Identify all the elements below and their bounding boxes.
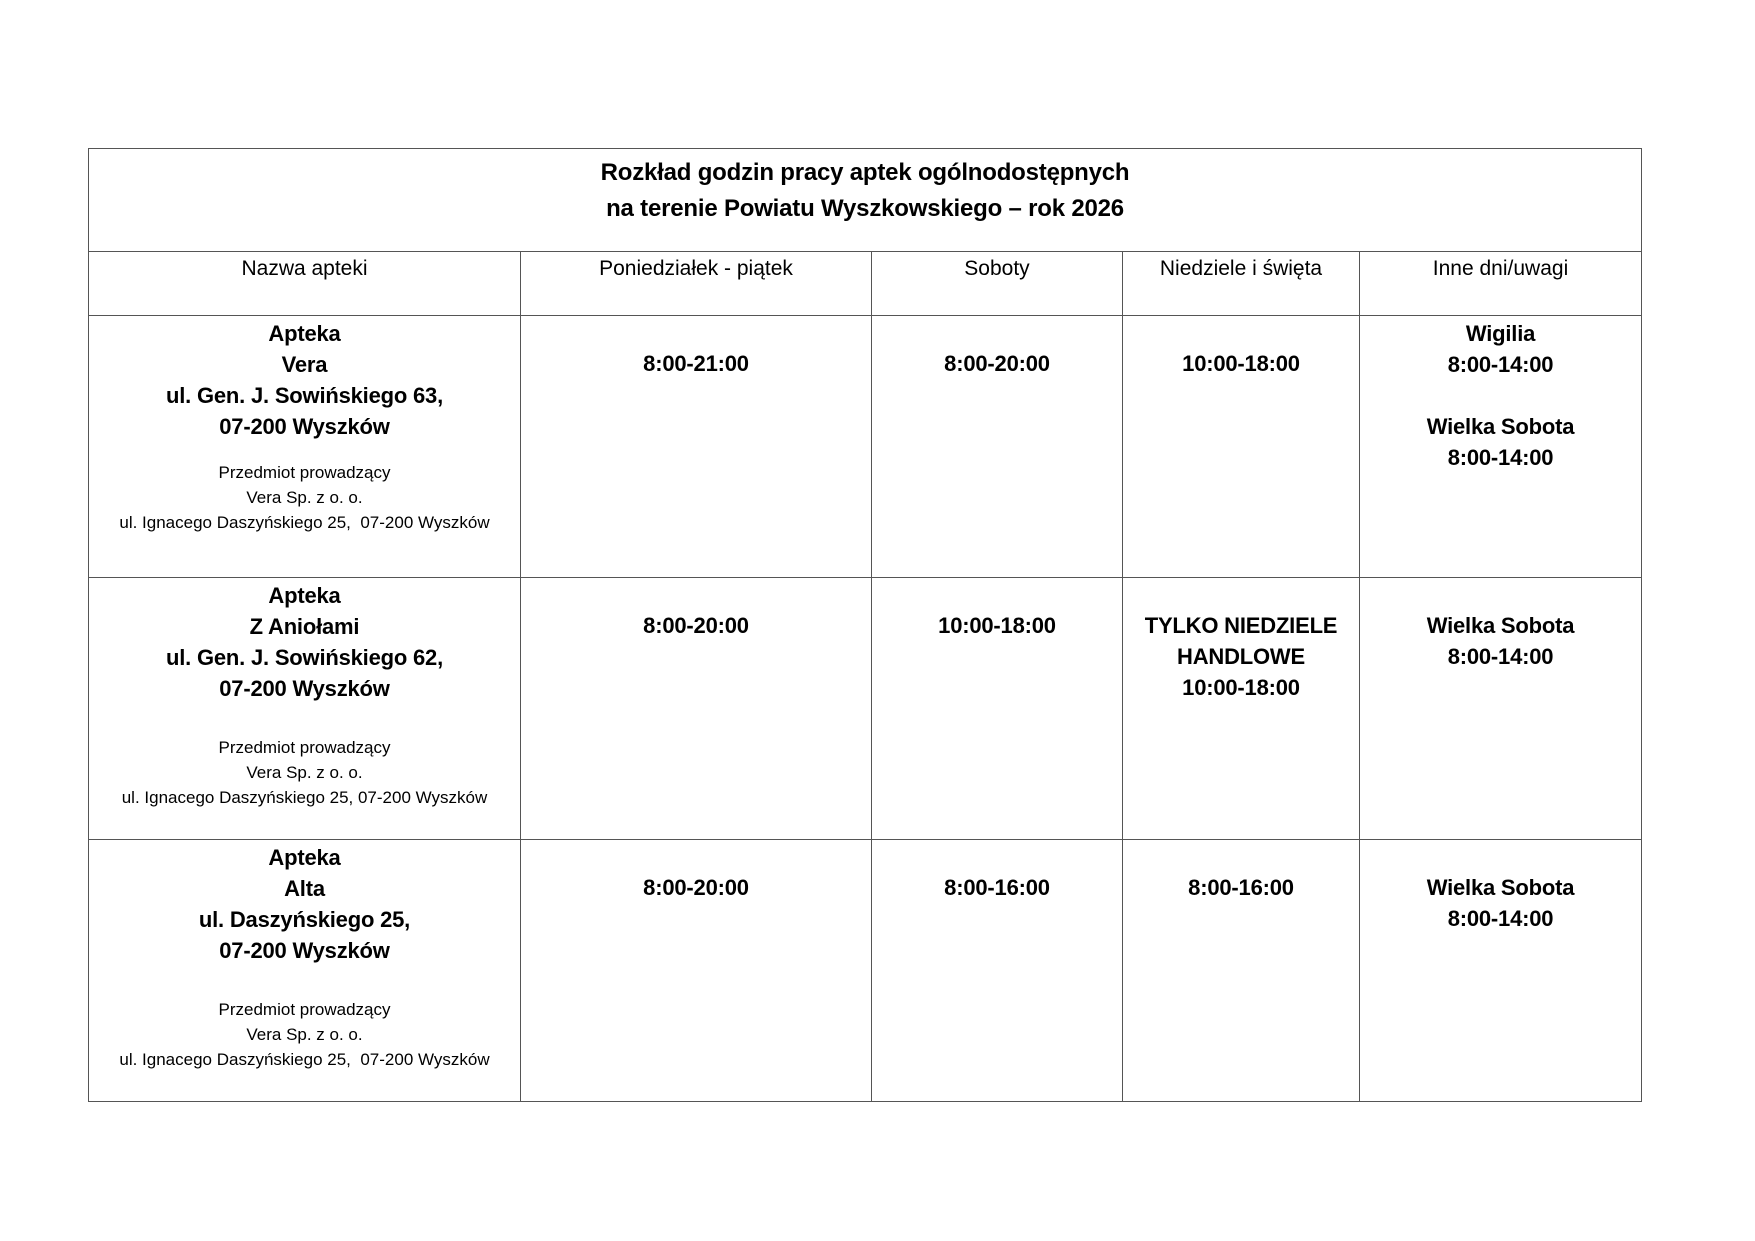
other-day-hours: 8:00-14:00 xyxy=(1447,906,1554,931)
other-notes-cell xyxy=(1360,840,1642,1102)
other-day-hours: 8:00-14:00 xyxy=(1447,644,1554,669)
title-row xyxy=(89,149,1642,252)
operator-name: Vera Sp. z o. o. xyxy=(246,763,363,782)
pharmacy-city: 07-200 Wyszków xyxy=(219,414,390,439)
saturdays-hours: 8:00-20:00 xyxy=(944,351,1050,376)
weekdays-hours: 8:00-20:00 xyxy=(643,613,749,638)
document-title-line-2: na terenie Powiatu Wyszkowskiego – rok 2026 xyxy=(606,195,1124,222)
operator-label: Przedmiot prowadzący xyxy=(218,463,391,482)
pharmacy-name: Alta xyxy=(284,876,325,901)
pharmacy-name-cell xyxy=(89,578,521,840)
saturdays-hours: 8:00-16:00 xyxy=(944,875,1050,900)
pharmacy-city: 07-200 Wyszków xyxy=(219,676,390,701)
pharmacy-street: ul. Gen. J. Sowińskiego 63, xyxy=(165,383,443,408)
other-day-label: Wielka Sobota xyxy=(1426,613,1575,638)
sundays-hours: 10:00-18:00 xyxy=(1182,675,1300,700)
pharmacy-name: Vera xyxy=(281,352,328,377)
saturdays-hours: 10:00-18:00 xyxy=(938,613,1056,638)
other-notes-cell xyxy=(1360,316,1642,578)
table-row xyxy=(89,578,1642,840)
column-header-name: Nazwa apteki xyxy=(89,252,521,316)
operator-name: Vera Sp. z o. o. xyxy=(246,488,363,507)
table-row xyxy=(89,840,1642,1102)
operator-address: ul. Ignacego Daszyńskiego 25, 07-200 Wyszków xyxy=(121,788,488,807)
sundays-hours-cell xyxy=(1123,578,1360,840)
other-day-label: Wielka Sobota xyxy=(1426,414,1575,439)
pharmacy-label: Apteka xyxy=(268,583,341,608)
pharmacy-label: Apteka xyxy=(268,845,341,870)
pharmacy-label: Apteka xyxy=(268,321,341,346)
pharmacy-street: ul. Daszyńskiego 25, xyxy=(198,907,411,932)
sundays-hours: 10:00-18:00 xyxy=(1182,351,1300,376)
pharmacy-name-cell xyxy=(89,840,521,1102)
saturdays-hours-cell xyxy=(872,316,1123,578)
operator-name: Vera Sp. z o. o. xyxy=(246,1025,363,1044)
other-day-label: Wigilia xyxy=(1465,321,1536,346)
weekdays-hours-cell xyxy=(521,840,872,1102)
operator-label: Przedmiot prowadzący xyxy=(218,738,391,757)
pharmacy-name-cell xyxy=(89,316,521,578)
weekdays-hours-cell xyxy=(521,578,872,840)
table-row xyxy=(89,316,1642,578)
column-header-sundays: Niedziele i święta xyxy=(1123,252,1360,316)
saturdays-hours-cell xyxy=(872,840,1123,1102)
sundays-hours-cell xyxy=(1123,316,1360,578)
pharmacy-schedule-table xyxy=(88,148,1642,1102)
pharmacy-street: ul. Gen. J. Sowińskiego 62, xyxy=(165,645,443,670)
operator-label: Przedmiot prowadzący xyxy=(218,1000,391,1019)
saturdays-hours-cell xyxy=(872,578,1123,840)
weekdays-hours: 8:00-20:00 xyxy=(643,875,749,900)
operator-address: ul. Ignacego Daszyńskiego 25, 07-200 Wyszków xyxy=(119,513,490,532)
title-cell xyxy=(89,149,1642,252)
operator-address: ul. Ignacego Daszyńskiego 25, 07-200 Wyszków xyxy=(119,1050,490,1069)
sundays-hours: 8:00-16:00 xyxy=(1188,875,1294,900)
column-header-other: Inne dni/uwagi xyxy=(1360,252,1642,316)
other-day-hours: 8:00-14:00 xyxy=(1447,352,1554,377)
weekdays-hours: 8:00-21:00 xyxy=(643,351,749,376)
other-day-hours: 8:00-14:00 xyxy=(1447,445,1554,470)
other-notes-cell xyxy=(1360,578,1642,840)
column-header-weekdays: Poniedziałek - piątek xyxy=(521,252,872,316)
sundays-note: TYLKO NIEDZIELE xyxy=(1144,613,1338,638)
other-day-label: Wielka Sobota xyxy=(1426,875,1575,900)
column-header-saturdays: Soboty xyxy=(872,252,1123,316)
weekdays-hours-cell xyxy=(521,316,872,578)
pharmacy-city: 07-200 Wyszków xyxy=(219,938,390,963)
sundays-note: HANDLOWE xyxy=(1177,644,1305,669)
pharmacy-name: Z Aniołami xyxy=(249,614,360,639)
document-title-line-1: Rozkład godzin pracy aptek ogólnodostępnych xyxy=(600,159,1130,186)
sundays-hours-cell xyxy=(1123,840,1360,1102)
column-header-row xyxy=(89,252,1642,316)
